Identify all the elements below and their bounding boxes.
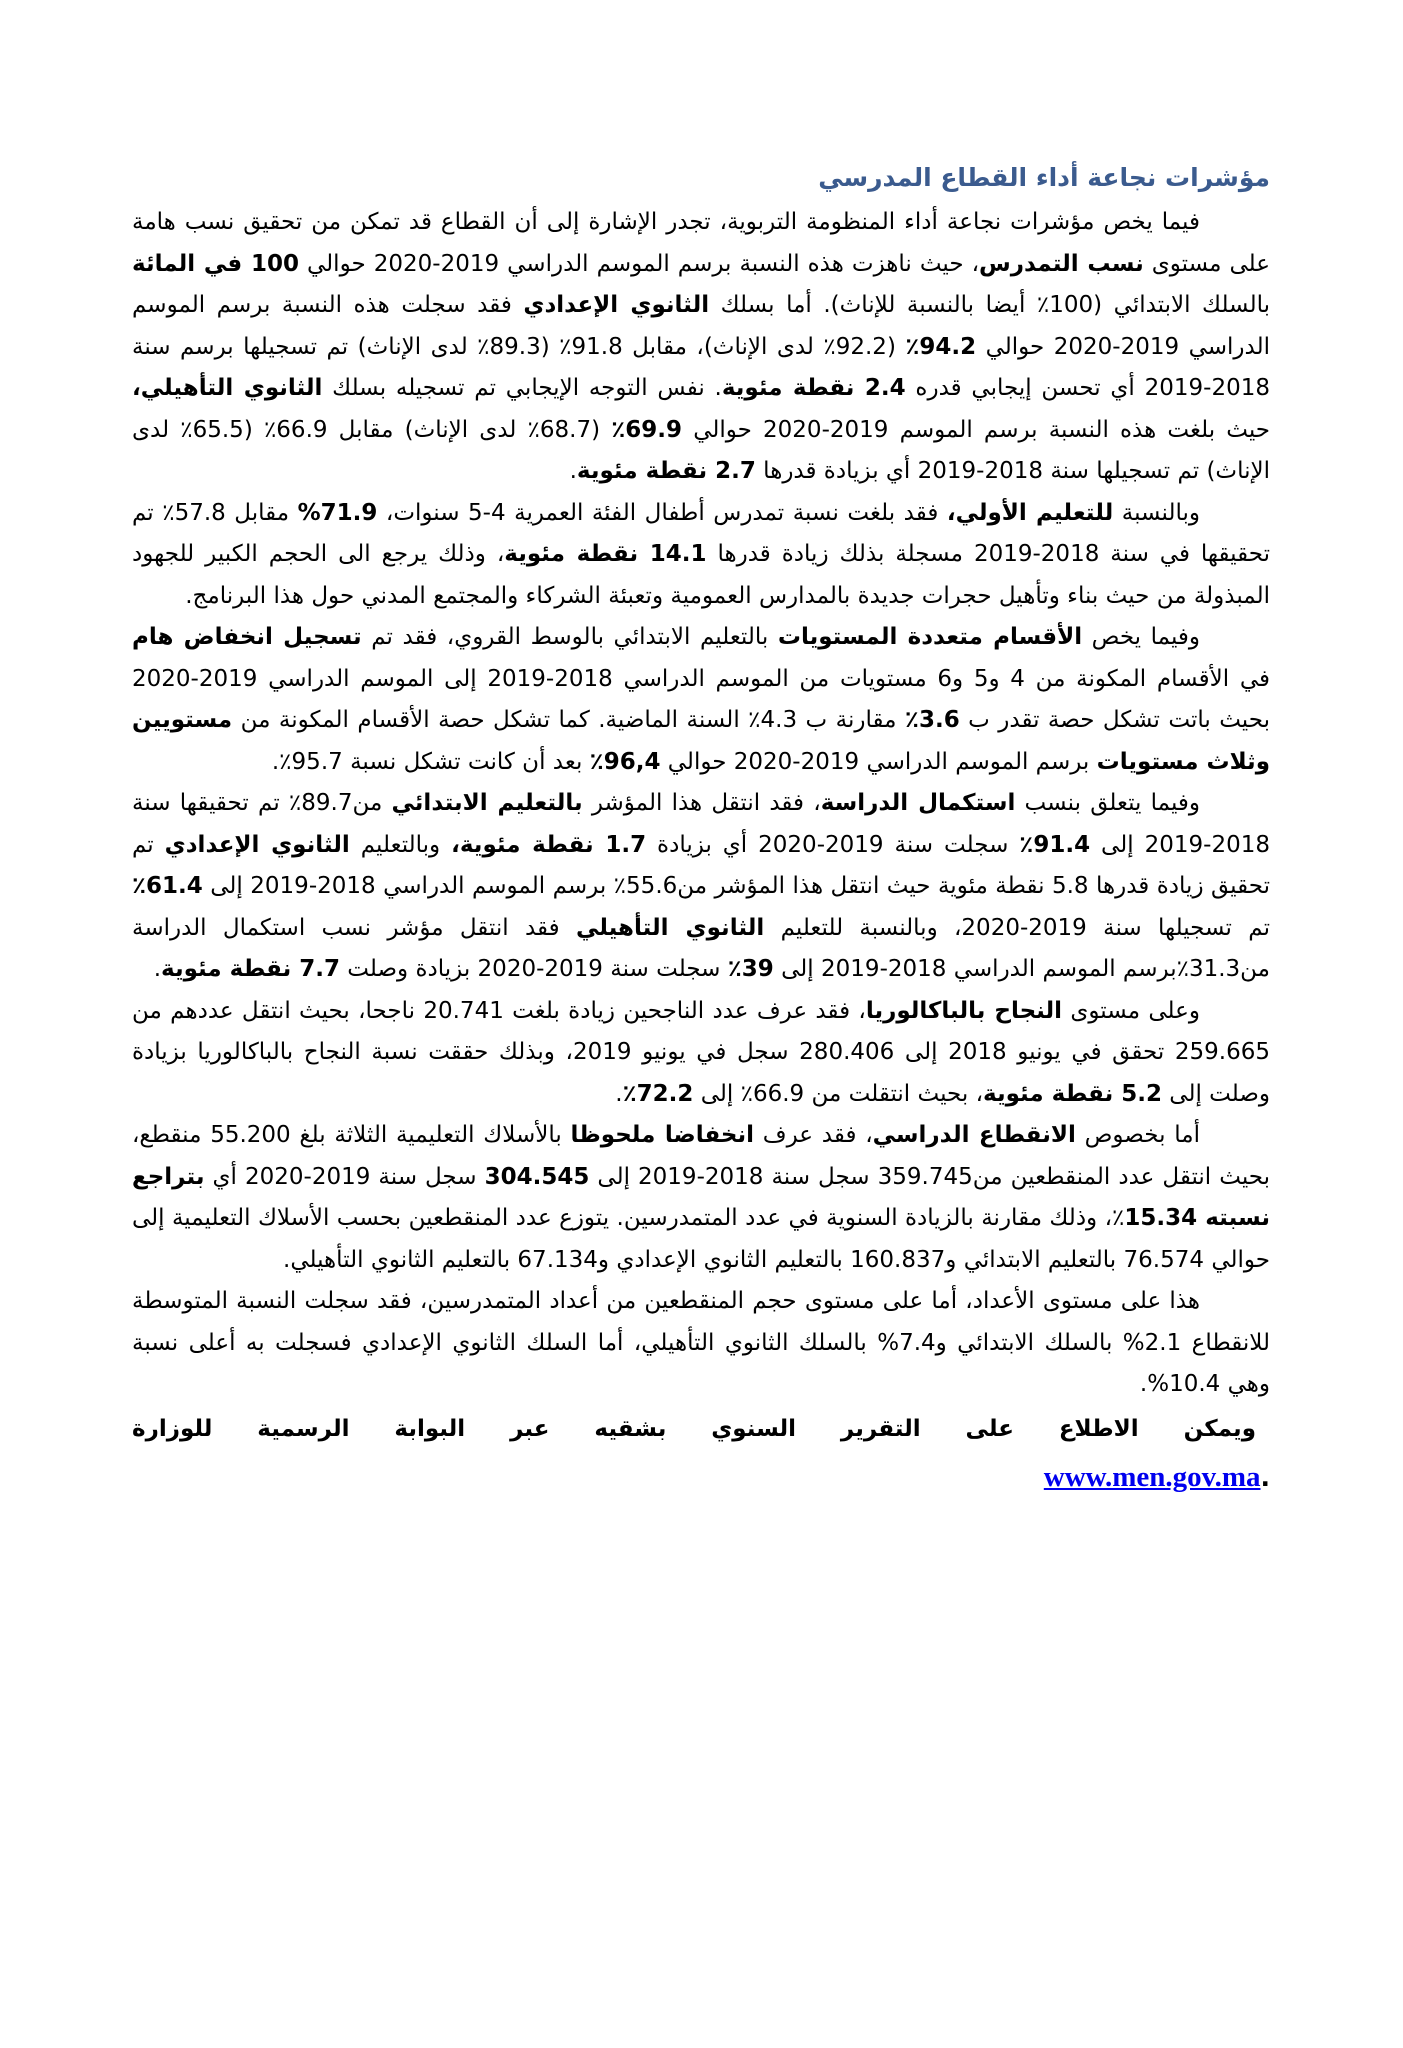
bold-text: 14.1 نقطة مئوية [504,541,707,567]
bold-text: 5.2 نقطة مئوية [983,1080,1162,1107]
text-run: . [569,458,577,484]
bold-text: 2.7 نقطة مئوية [576,458,756,484]
text-run: وبالنسبة [1113,499,1200,526]
bold-text: انخفاضا ملحوظا [570,1122,755,1148]
bold-text: نسب التمدرس [979,250,1144,277]
text-run: ٪، وذلك مقارنة بالزيادة السنوية في عدد المتمدرسين. يتوزع عدد المنقطعين بحسب الأسلاك التعليمية إلى حوالي 76.574 بالتعليم الابتدائي و160.837 بالتعليم الثانوي الإعدادي و67.134 بالتعليم الثانوي التأهيلي. [132,1205,1270,1273]
paragraph [132,1281,1270,1406]
bold-text: 69.9٪ [611,416,683,443]
ministry-website-link[interactable]: www.men.gov.ma [1043,1460,1261,1493]
text-run: (68.7٪ لدى الإناث) مقابل 66.9٪ (65.5٪ لدى الإناث) تم تسجيلها سنة 2018-2019 أي بزيادة قدرها [132,416,1270,484]
text-run: هذا على مستوى الأعداد، أما على مستوى حجم المنقطعين من أعداد المتمدرسين، فقد سجلت النسبة المتوسطة للانقطاع 2.1% بالسلك الابتدائي و7.4% بالسلك الثانوي التأهيلي، أما السلك الثانوي الإعدادي فسجلت به أعلى نسبة وهي 10.4%. [132,1288,1271,1397]
text-run: أما بخصوص [1075,1122,1200,1148]
paragraph [132,493,1270,618]
text-run: من89.7٪ تم تحقيقها سنة 2018-2019 إلى [132,790,1270,858]
bold-text: 2.4 نقطة مئوية [721,375,906,401]
text-run: برسم الموسم الدراسي 2019-2020 حوالي [660,748,1097,775]
text-run: مقابل 57.8٪ تم تحقيقها في سنة 2018-2019 مسجلة بذلك زيادة قدرها [132,499,1270,567]
text-run: . نفس التوجه الإيجابي تم تسجيله بسلك [322,375,722,401]
text-run: وفيما يخص [1082,624,1200,650]
bold-text: 3.6٪ [904,707,960,733]
document-page [132,158,1270,1503]
bold-text: الانقطاع الدراسي [872,1122,1076,1148]
text-run: وعلى مستوى [1062,997,1200,1024]
text-run: ، فقد عرف عدد الناجحين زيادة بلغت 20.741 ناجحا، بحيث انتقل عددهم من 259.665 تحقق في يونيو 2018 إلى 280.406 سجل في يونيو 2019، وبذلك حققت نسبة النجاح بالباكالوريا بزيادة وصلت إلى [132,997,1270,1107]
link-line [132,1452,1270,1503]
text-run: في الأقسام المكونة من 4 و5 و6 مستويات من الموسم الدراسي 2018-2019 إلى الموسم الدراسي 2019-2020 بحيث باتت تشكل حصة تقدر ب [132,665,1270,733]
bold-text: الثانوي الإعدادي [164,831,350,858]
text-run: (92.2٪ لدى الإناث)، مقابل 91.8٪ (89.3٪ لدى الإناث) تم تسجيلها برسم سنة 2018-2019 أي تحسن إيجابي قدره [132,333,1270,401]
bold-text: 304.545 [484,1163,590,1190]
bold-text: 1.7 نقطة مئوية، [451,831,647,858]
paragraph [132,617,1270,783]
bold-text: الثانوي الإعدادي [523,292,710,318]
body-text [132,202,1270,1406]
section-title: مؤشرات نجاعة أداء القطاع المدرسي [818,163,1270,192]
text-run: بعد أن كانت تشكل نسبة 95.7٪. [271,748,590,775]
text-run: ، بحيث انتقلت من 66.9٪ إلى [693,1080,984,1107]
text-run: بالسلك الابتدائي (100٪ أيضا بالنسبة للإناث). أما بسلك [709,292,1270,318]
bold-text: 39٪ [727,956,774,982]
text-run: حيث بلغت هذه النسبة برسم الموسم 2019-2020 حوالي [682,416,1270,443]
bold-text: للتعليم الأولي، [946,499,1114,526]
bold-text: الثانوي التأهيلي، [132,375,323,401]
text-run: ، فقد انتقل هذا المؤشر [582,790,821,816]
bold-text: استكمال الدراسة [820,790,1016,816]
text-run: سجلت سنة 2019-2020 أي بزيادة [646,831,1020,858]
bold-text: بالتعليم الابتدائي [391,790,583,816]
text-run: تم تسجيلها سنة 2019-2020، وبالنسبة للتعليم [764,914,1270,941]
text-run: وفيما يتعلق بنسب [1015,790,1200,816]
bold-text: 72.2٪ [622,1080,694,1107]
text-run: وبالتعليم [349,831,452,858]
bold-text: 61.4٪ [132,873,203,899]
paragraph [132,1115,1270,1281]
text-run: . [615,1080,623,1107]
link-period: . [1260,1462,1270,1492]
text-run: سجلت سنة 2019-2020 بزيادة وصلت [339,956,728,982]
text-run: سجل سنة 2019-2020 أي [204,1163,485,1190]
bold-text: بتراجع نسبته 15.34 [132,1163,1270,1231]
bold-text: الأقسام متعددة المستويات [777,624,1083,650]
bold-text: 96,4٪ [589,748,661,775]
bold-text: 7.7 نقطة مئوية [161,956,340,982]
text-run: ، فقد عرف [754,1122,873,1148]
closing-sentence: ويمكن الاطلاع على التقرير السنوي بشقيه عبر البوابة الرسمية للوزارة [132,1415,1256,1442]
paragraph [132,202,1270,493]
bold-text: تسجيل انخفاض هام [132,624,362,650]
text-run: ، وذلك يرجع الى الحجم الكبير للجهود المبذولة من حيث بناء وتأهيل حجرات جديدة بالمدارس العمومية وتعبئة الشركاء والمجتمع المدني حول هذا البرنامج. [132,541,1270,609]
text-run: فقد انتقل مؤشر نسب استكمال الدراسة من31.3٪برسم الموسم الدراسي 2018-2019 إلى [132,914,1270,982]
bold-text: 100 في المائة [132,250,299,277]
text-run: . [153,956,162,982]
text-run: فقد سجلت هذه النسبة برسم الموسم الدراسي 2019-2020 حوالي [132,292,1270,360]
text-run: فقد بلغت نسبة تمدرس أطفال الفئة العمرية 4-5 سنوات، [377,499,947,526]
text-run: بالأسلاك التعليمية الثلاثة بلغ 55.200 منقطع، بحيث انتقل عدد المنقطعين من359.745 سجل سنة 2018-2019 إلى [132,1122,1271,1190]
bold-text: 91.4٪ [1019,831,1091,858]
bold-text: الثانوي التأهيلي [576,914,765,941]
text-run: تم تحقيق زيادة قدرها 5.8 نقطة مئوية حيث انتقل هذا المؤشر من55.6٪ برسم الموسم الدراسي 2018-2019 إلى [132,831,1270,899]
paragraph [132,783,1270,991]
text-run: فيما يخص مؤشرات نجاعة أداء المنظومة التربوية، تجدر الإشارة إلى أن القطاع قد تمكن من تحقيق نسب هامة على مستوى [132,209,1270,277]
text-run: ، حيث ناهزت هذه النسبة برسم الموسم الدراسي 2019-2020 حوالي [298,250,980,277]
text-run: مقارنة ب 4.3٪ السنة الماضية. كما تشكل حصة الأقسام المكونة من [232,707,905,733]
bold-text: مستويين وثلاث مستويات [132,707,1270,775]
paragraph [132,991,1270,1116]
bold-text: 94.2٪ [905,333,977,360]
bold-text: 71.9% [297,499,378,526]
text-run: بالتعليم الابتدائي بالوسط القروي، فقد تم [361,624,778,650]
bold-text: النجاح بالباكالوريا [865,997,1063,1024]
